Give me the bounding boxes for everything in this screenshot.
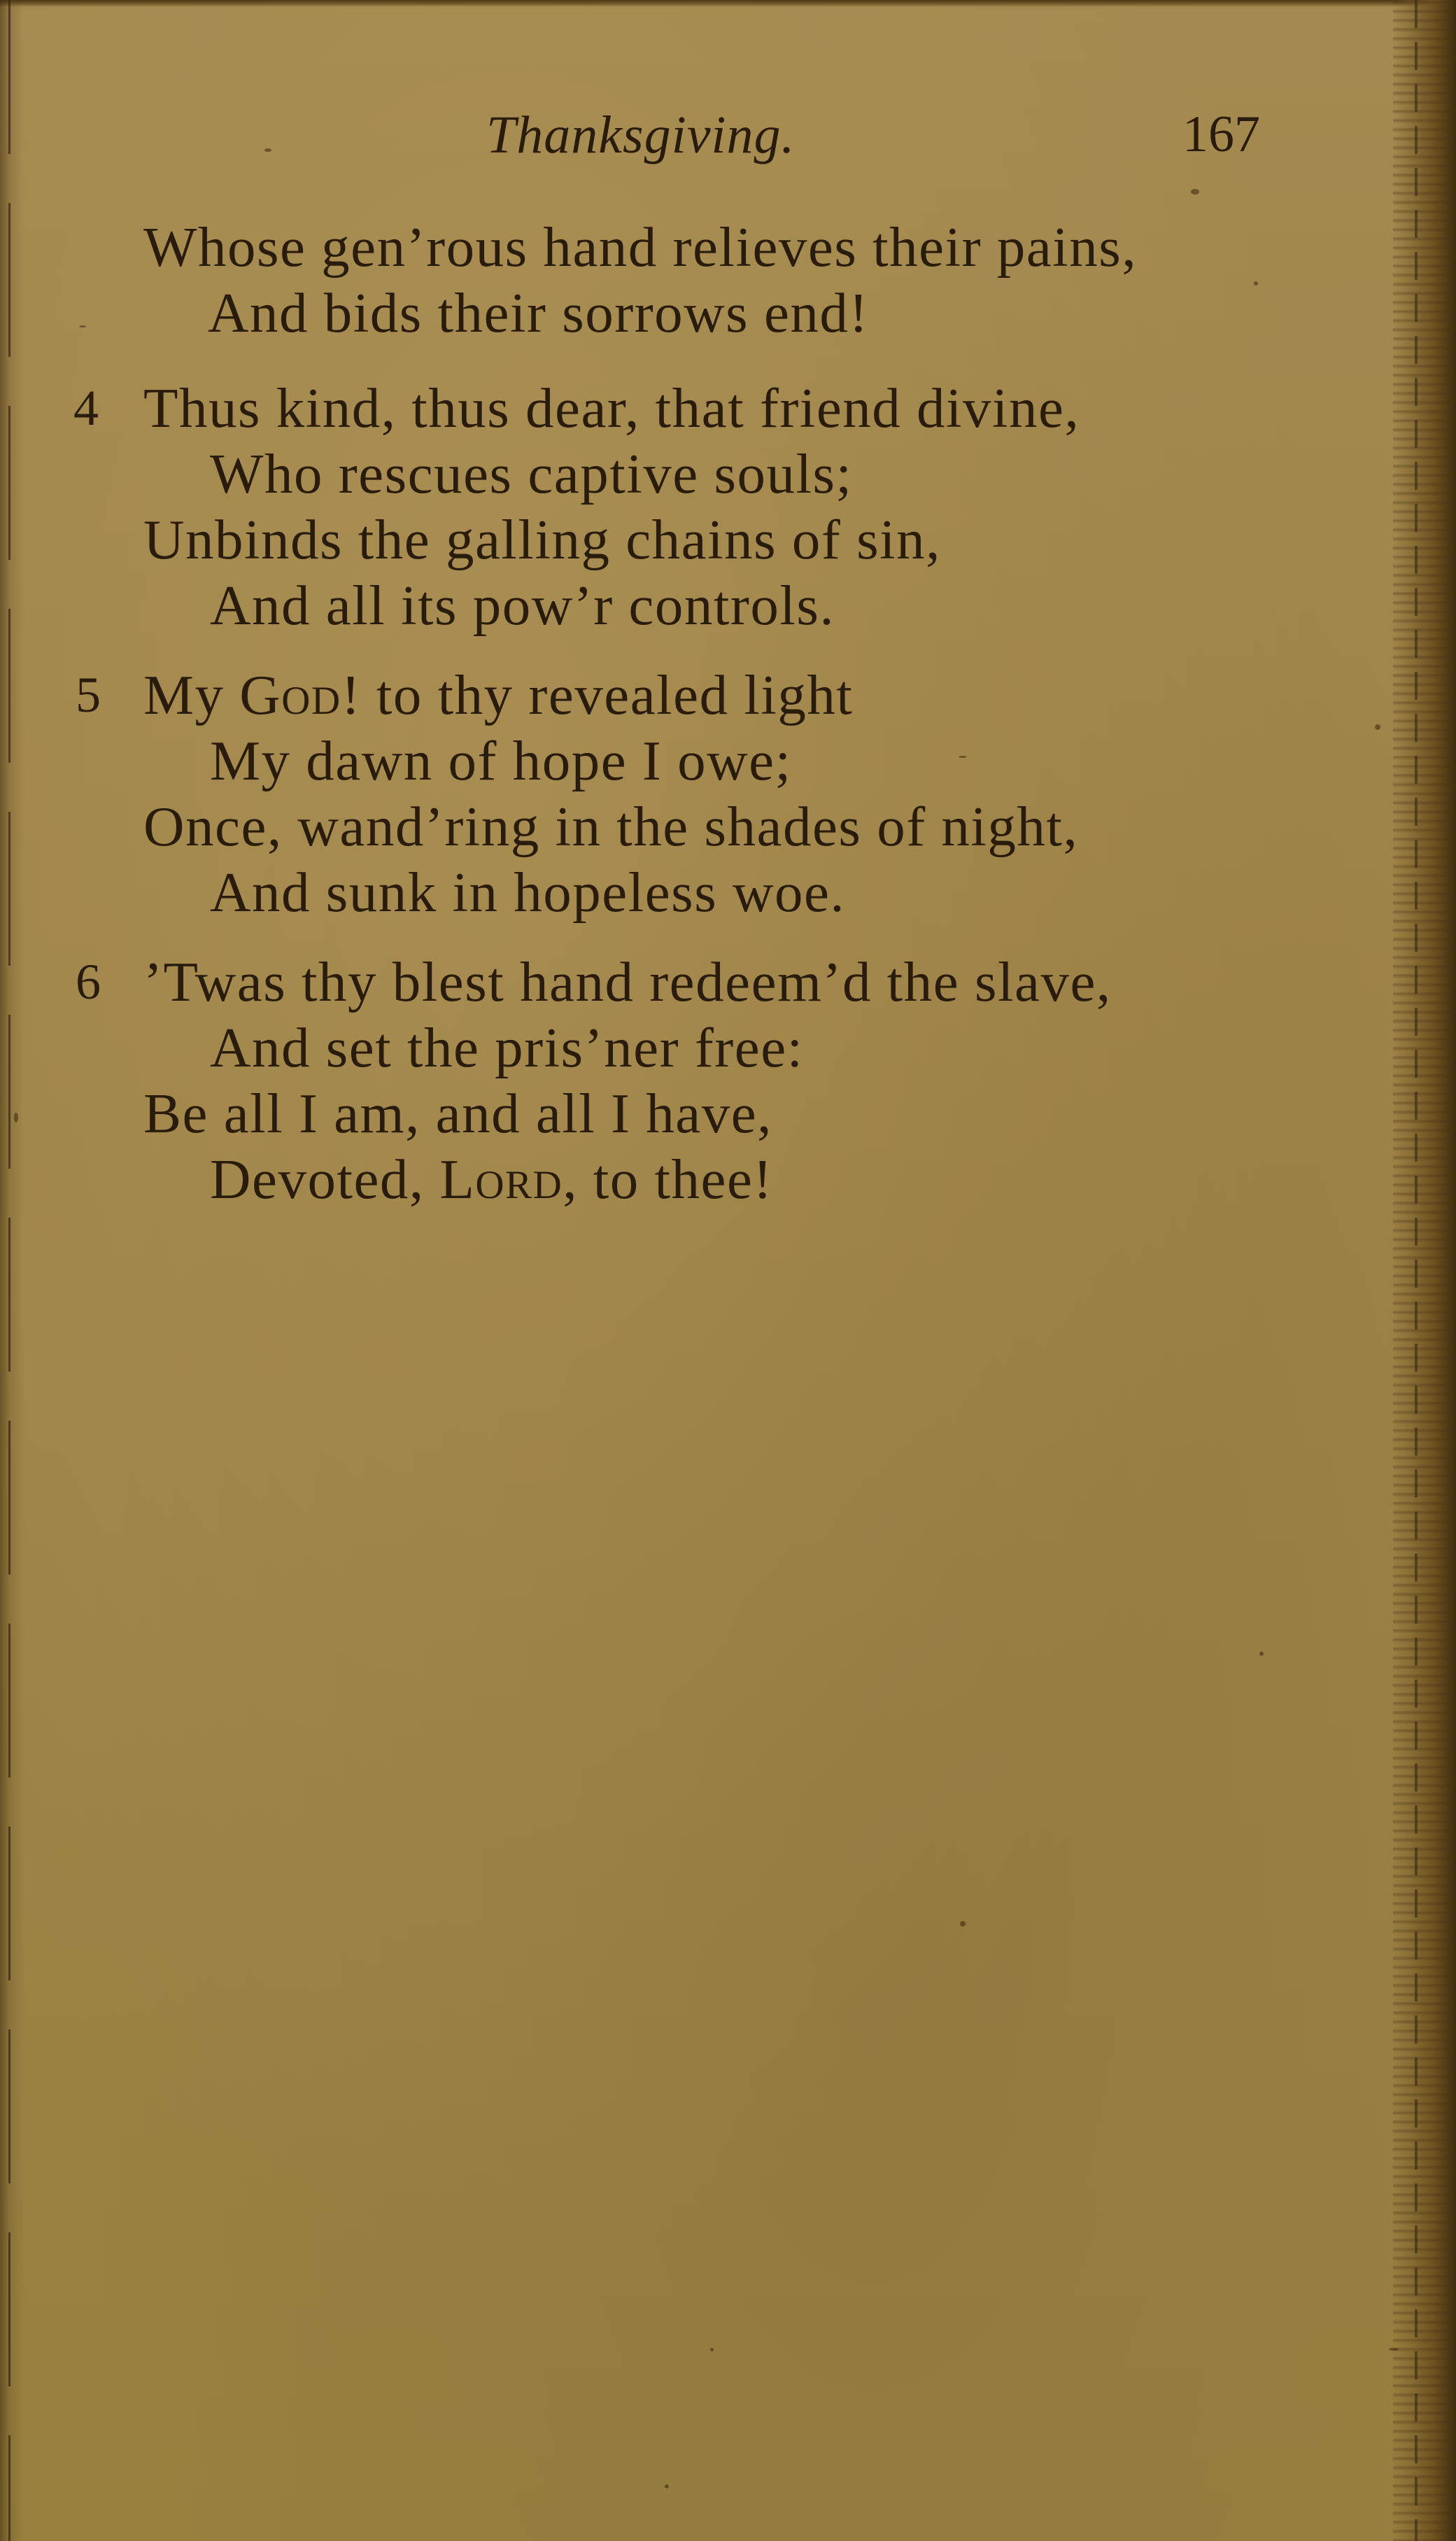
- paper-speck: [960, 1921, 966, 1927]
- page-deckled-edge: [1393, 0, 1456, 2541]
- paper-speck: [1375, 724, 1380, 730]
- hymn-line: [210, 1146, 773, 1213]
- paper-speck: [14, 1113, 18, 1122]
- page-binding-shadow: [0, 0, 24, 2541]
- paper-speck: [1259, 1652, 1264, 1656]
- paper-speck: [79, 325, 86, 328]
- running-header: [0, 105, 1456, 168]
- hymn-line: And bids their sorrows end!: [208, 281, 869, 344]
- hymn-line: Whose gen’rous hand relieves their pains,: [143, 216, 1138, 279]
- paper-speck: [959, 756, 967, 758]
- paper-speck: [1191, 189, 1199, 195]
- hymn-line: Be all I am, and all I have,: [143, 1082, 772, 1145]
- running-title: Thanksgiving.: [486, 106, 796, 164]
- hymn-line: And set the pris’ner free:: [210, 1016, 804, 1079]
- hymn-line: ’Twas thy blest hand redeem’d the slave,: [143, 950, 1112, 1013]
- page-top-edge: [0, 0, 1456, 7]
- hymn-line: [143, 661, 853, 728]
- paper-speck: [1389, 2348, 1399, 2351]
- hymn-line: Unbinds the galling chains of sin,: [143, 508, 941, 571]
- verse-number: 4: [73, 380, 99, 436]
- paper-speck: [1254, 281, 1258, 286]
- verse-6-line-4: Devoted, Lord, to thee!: [210, 1148, 773, 1211]
- hymn-line: Once, wand’ring in the shades of night,: [143, 795, 1079, 858]
- paper-speck: [710, 2348, 714, 2351]
- page-number: 167: [1182, 106, 1260, 163]
- hymn-line: Who rescues captive souls;: [210, 442, 853, 505]
- verse-5-line-1: My God! to thy revealed light: [143, 663, 854, 726]
- paper-speck: [665, 2484, 669, 2489]
- hymn-line: And all its pow’r controls.: [210, 574, 835, 637]
- page-binding-lines: [8, 0, 10, 2541]
- hymn-line: And sunk in hopeless woe.: [210, 861, 846, 924]
- hymn-line: My dawn of hope I owe;: [210, 729, 792, 792]
- verse-number: 6: [76, 954, 101, 1010]
- page-edge-damage: [1415, 0, 1418, 2541]
- verse-number: 5: [76, 667, 101, 723]
- hymn-line: Thus kind, thus dear, that friend divine,: [143, 376, 1080, 439]
